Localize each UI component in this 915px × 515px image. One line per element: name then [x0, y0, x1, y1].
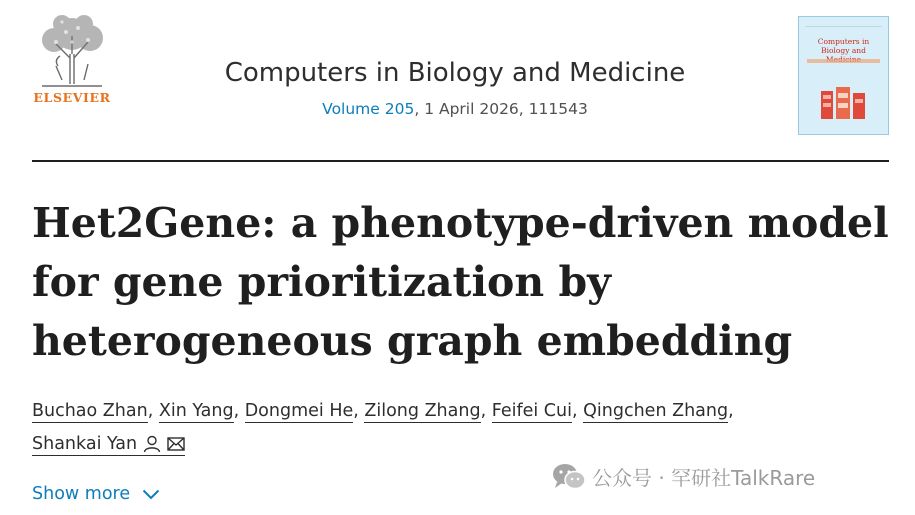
author-separator: , [353, 401, 365, 421]
watermark-text: 公众号 · 罕研社TalkRare [592, 466, 816, 490]
elsevier-tree-logo [32, 12, 112, 88]
journal-cover[interactable] [798, 16, 889, 135]
author-separator: , [571, 401, 584, 421]
author-link[interactable]: Zilong Zhang [364, 401, 481, 421]
article-title: Het2Gene: a phenotype-driven model for gene prioritization by heterogeneous graph embedding [32, 199, 889, 365]
author-separator: , [233, 401, 245, 421]
journal-title[interactable]: Computers in Biology and Medicine [224, 58, 686, 88]
watermark [552, 462, 815, 491]
publisher-logo[interactable] [28, 12, 116, 108]
author-link[interactable]: Qingchen Zhang [583, 401, 729, 421]
chevron-down-icon [142, 489, 160, 500]
volume-link[interactable]: Volume 205 [322, 100, 415, 118]
author-link[interactable]: Buchao Zhan [32, 401, 148, 421]
cover-art-image [821, 87, 867, 121]
author-separator: , [147, 401, 159, 421]
wechat-icon [552, 463, 586, 491]
corresponding-author-name: Shankai Yan [32, 434, 138, 454]
author-link[interactable]: Feifei Cui [491, 401, 572, 421]
publisher-name: ELSEVIER [33, 90, 111, 105]
cover-journal-title: Computers in Biology and [817, 37, 870, 55]
envelope-icon [167, 437, 185, 451]
issue-date-article-number: , 1 April 2026, 111543 [414, 100, 588, 118]
show-more-button[interactable] [32, 484, 160, 504]
citation-line [140, 100, 770, 118]
person-icon [143, 435, 161, 453]
cover-subtitle-band [807, 59, 880, 63]
header-divider [32, 160, 889, 162]
author-list [32, 395, 812, 461]
author-separator: , [728, 401, 734, 421]
show-more-label: Show more [32, 484, 131, 504]
corresponding-author-link[interactable] [32, 433, 185, 456]
author-separator: , [480, 401, 492, 421]
cover-header-band [805, 21, 882, 27]
author-link[interactable]: Dongmei He [244, 401, 354, 421]
author-link[interactable]: Xin Yang [158, 401, 234, 421]
